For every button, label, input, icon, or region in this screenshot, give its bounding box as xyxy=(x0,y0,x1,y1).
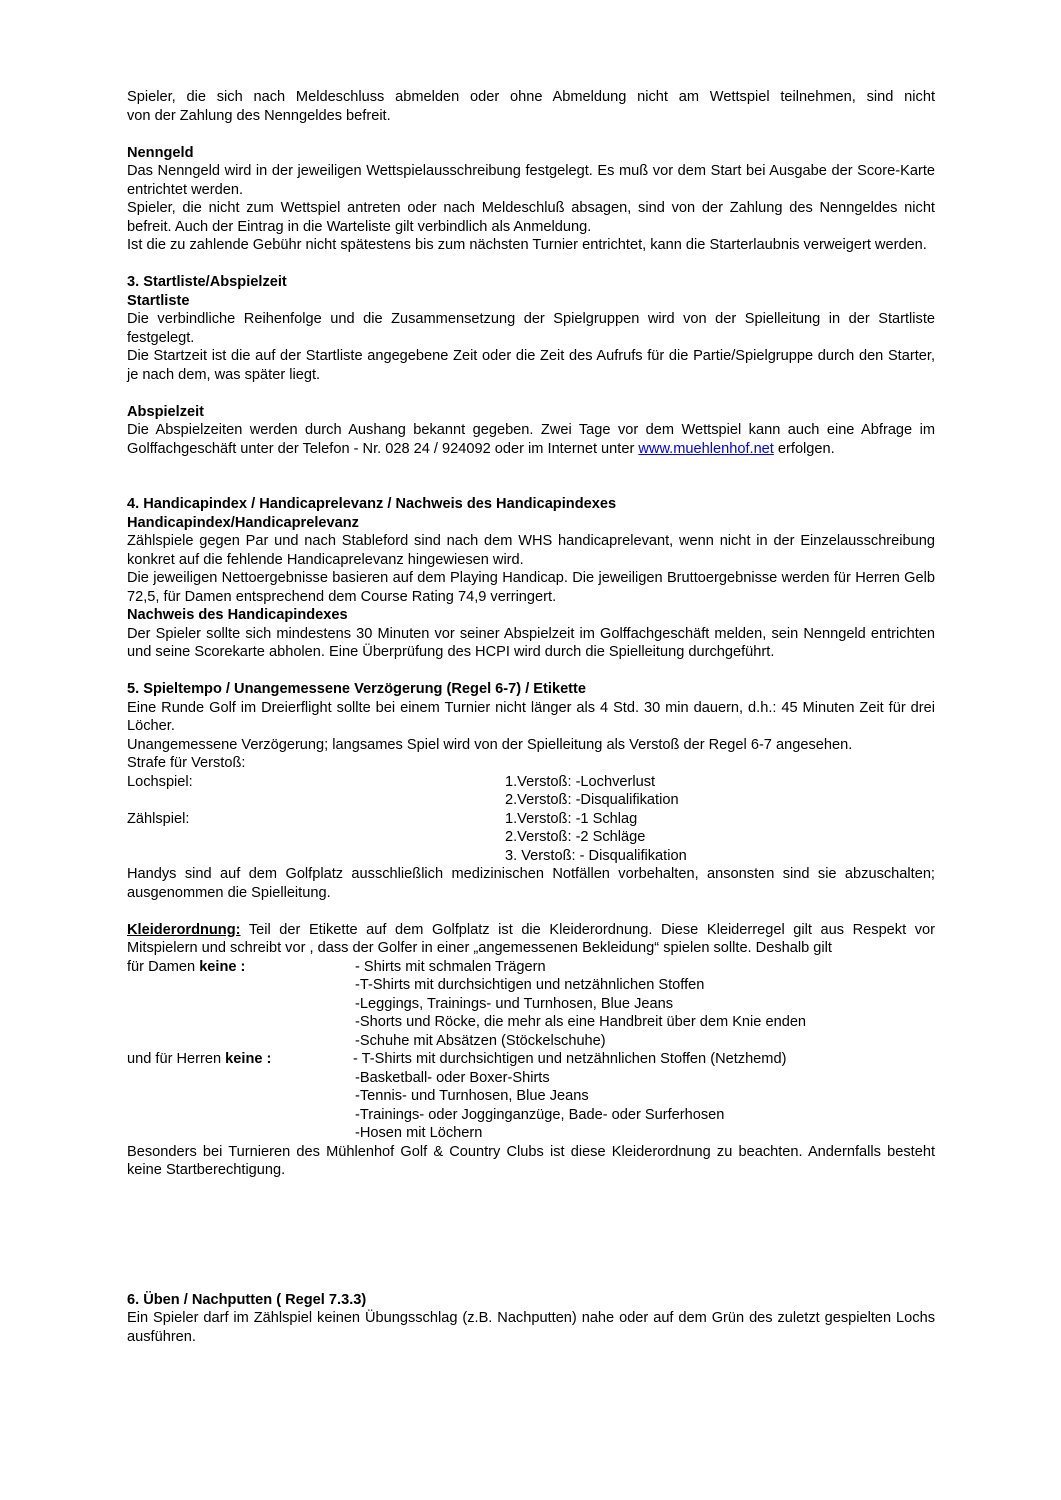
section-3-heading: 3. Startliste/Abspielzeit xyxy=(127,274,287,290)
lochspiel-item: 2.Verstoß: -Disqualifikation xyxy=(505,792,679,808)
kleiderordnung-intro-text: Teil der Etikette auf dem Golfplatz ist die Kleiderordnung. Diese Kleiderregel gilt aus Respekt vor Mitspielern und schreibt vor , dass der Golfer in einer „angemessenen Bekleidung“ spielen sollte. Deshalb gilt xyxy=(127,921,935,956)
ueben-paragraph: Ein Spieler darf im Zählspiel keinen Übungsschlag (z.B. Nachputten) nahe oder auf dem Grün des zuletzt gespielten Lochs ausführen. xyxy=(127,1310,935,1345)
damen-item: -Schuhe mit Absätzen (Stöckelschuhe) xyxy=(355,1032,606,1049)
nachweis-heading: Nachweis des Handicapindexes xyxy=(127,607,348,623)
herren-label xyxy=(127,1050,353,1143)
strafe-label: Strafe für Verstoß: xyxy=(127,755,246,771)
abspielzeit-paragraph xyxy=(127,421,935,458)
zaehlspiel-label: Zählspiel: xyxy=(127,810,190,827)
handicaprelevanz-paragraph-1: Zählspiele gegen Par und nach Stableford sind nach dem WHS handicaprelevant, wenn nicht in der Einzelausschreibung konkret auf die fehlende Handicaprelevanz hingewiesen wird. xyxy=(127,533,935,568)
zaehlspiel-item: 3. Verstoß: - Disqualifikation xyxy=(505,847,687,864)
kleiderordnung-label: Kleiderordnung: xyxy=(127,921,241,938)
nenngeld-paragraph-1: Das Nenngeld wird in der jeweiligen Wettspielausschreibung festgelegt. Es muß vor dem Start bei Ausgabe der Score-Karte entrichtet werden. xyxy=(127,163,935,198)
intro-line-2: von der Zahlung des Nenngeldes befreit. xyxy=(127,107,391,124)
zaehlspiel-item: 2.Verstoß: -2 Schläge xyxy=(505,829,646,845)
handicaprelevanz-heading: Handicapindex/Handicaprelevanz xyxy=(127,514,359,531)
section-5-heading: 5. Spieltempo / Unangemessene Verzögerung (Regel 6-7) / Etikette xyxy=(127,681,587,697)
kleiderordnung-intro xyxy=(127,921,935,958)
section-6-heading: 6. Üben / Nachputten ( Regel 7.3.3) xyxy=(127,1291,367,1308)
damen-keine: keine : xyxy=(199,958,246,975)
damen-label xyxy=(127,958,355,1051)
section-4-heading: 4. Handicapindex / Handicaprelevanz / Nachweis des Handicapindexes xyxy=(127,496,617,512)
lochspiel-list xyxy=(505,773,679,810)
herren-item: -Hosen mit Löchern xyxy=(355,1125,483,1141)
handy-paragraph: Handys sind auf dem Golfplatz ausschließlich medizinischen Notfällen vorbehalten, ansonsten sind sie abzuschalten; ausgenommen die Spielleitung. xyxy=(127,866,935,901)
herren-list xyxy=(353,1050,786,1143)
document-page xyxy=(127,88,935,1346)
nenngeld-paragraph-3: Ist die zu zahlende Gebühr nicht spätestens bis zum nächsten Turnier entrichtet, kann die Starterlaubnis verweigert werden. xyxy=(127,237,927,253)
damen-item: -Leggings, Trainings- und Turnhosen, Blue Jeans xyxy=(355,995,674,1012)
damen-list xyxy=(355,958,806,1051)
herren-item: -Trainings- oder Jogginganzüge, Bade- oder Surferhosen xyxy=(355,1106,725,1123)
damen-item: - Shirts mit schmalen Trägern xyxy=(355,958,546,975)
abspielzeit-heading: Abspielzeit xyxy=(127,403,205,420)
damen-prefix: für Damen xyxy=(127,958,200,975)
nachweis-paragraph: Der Spieler sollte sich mindestens 30 Minuten vor seiner Abspielzeit im Golffachgeschäft melden, sein Nenngeld entrichten und seine Scorekarte abholen. Eine Überprüfung des HCPI wird durch die Spielleitung durchgeführt. xyxy=(127,625,935,660)
nenngeld-heading: Nenngeld xyxy=(127,144,194,161)
muehlenhof-website-link[interactable]: www.muehlenhof.net xyxy=(638,440,774,457)
herren-prefix: und für Herren xyxy=(127,1051,226,1067)
spieltempo-paragraph-1: Eine Runde Golf im Dreierflight sollte bei einem Turnier nicht länger als 4 Std. 30 min dauern, d.h.: 45 Minuten Zeit für drei Löcher. xyxy=(127,699,935,734)
nenngeld-paragraph-2: Spieler, die nicht zum Wettspiel antreten oder nach Meldeschluß absagen, sind von der Zahlung des Nenngeldes nicht befreit. Auch der Eintrag in die Warteliste gilt verbindlich als Anmeldung. xyxy=(127,200,935,235)
damen-dress-code xyxy=(127,958,935,1051)
kleiderordnung-outro: Besonders bei Turnieren des Mühlenhof Golf & Country Clubs ist diese Kleiderordnung zu beachten. Andernfalls besteht keine Startberechtigung. xyxy=(127,1143,935,1178)
herren-dress-code xyxy=(127,1050,935,1143)
startliste-heading: Startliste xyxy=(127,292,190,309)
herren-item: -Basketball- oder Boxer-Shirts xyxy=(355,1069,550,1086)
lochspiel-item: 1.Verstoß: -Lochverlust xyxy=(505,773,656,790)
abspielzeit-text: Die Abspielzeiten werden durch Aushang bekannt gegeben. Zwei Tage vor dem Wettspiel kann auch eine Abfrage im Golffachgeschäft unter der Telefon - Nr. 028 24 / 924092 oder im Internet unter xyxy=(127,422,935,457)
intro-line-1: Spieler, die sich nach Meldeschluss abmelden oder ohne Abmeldung nicht am Wettspiel teilnehmen, sind nicht xyxy=(127,89,935,105)
startliste-paragraph-2: Die Startzeit ist die auf der Startliste angegebene Zeit oder die Zeit des Aufrufs für die Partie/Spielgruppe durch den Starter, je nach dem, was später liegt. xyxy=(127,348,935,383)
herren-keine: keine : xyxy=(225,1051,272,1067)
spieltempo-paragraph-2: Unangemessene Verzögerung; langsames Spiel wird von der Spielleitung als Verstoß der Regel 6-7 angesehen. xyxy=(127,736,853,753)
startliste-paragraph-1: Die verbindliche Reihenfolge und die Zusammensetzung der Spielgruppen wird von der Spielleitung in der Startliste festgelegt. xyxy=(127,311,935,346)
handicaprelevanz-paragraph-2: Die jeweiligen Nettoergebnisse basieren auf dem Playing Handicap. Die jeweiligen Bruttoergebnisse werden für Herren Gelb 72,5, für Damen entsprechend dem Course Rating 74,9 verringert. xyxy=(127,570,935,605)
lochspiel-label: Lochspiel: xyxy=(127,773,193,790)
herren-item: - T-Shirts mit durchsichtigen und netzähnlichen Stoffen (Netzhemd) xyxy=(353,1051,787,1067)
zaehlspiel-penalties xyxy=(127,810,935,866)
lochspiel-penalties xyxy=(127,773,935,810)
herren-item: -Tennis- und Turnhosen, Blue Jeans xyxy=(355,1088,589,1104)
zaehlspiel-item: 1.Verstoß: -1 Schlag xyxy=(505,810,638,827)
damen-item: -Shorts und Röcke, die mehr als eine Handbreit über dem Knie enden xyxy=(355,1014,807,1030)
abspielzeit-text-end: erfolgen. xyxy=(773,440,835,457)
damen-item: -T-Shirts mit durchsichtigen und netzähnlichen Stoffen xyxy=(355,977,705,993)
zaehlspiel-list xyxy=(505,810,687,866)
